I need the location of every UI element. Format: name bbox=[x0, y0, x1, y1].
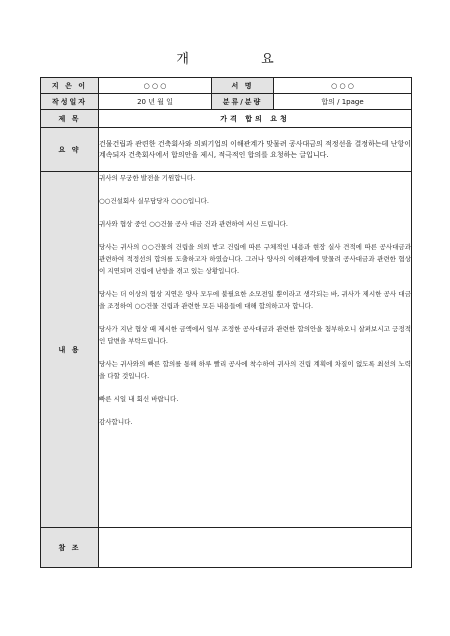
content-paragraph: 귀사의 무궁한 발전을 기원합니다. bbox=[99, 174, 196, 182]
content-paragraph: 당사가 지난 협상 때 제시한 금액에서 일부 조정한 공사대금과 관련한 합의안을 첨부하오니 살펴보시고 긍정적인 답변을 부탁드립니다. bbox=[99, 325, 411, 345]
summary-form-table bbox=[40, 77, 412, 568]
date-value: 20 년 월 일 bbox=[99, 94, 212, 110]
reference-value bbox=[99, 528, 412, 568]
category-value: 합의 / 1page bbox=[274, 94, 412, 110]
reference-row bbox=[41, 528, 412, 568]
author-row bbox=[41, 78, 412, 94]
content-paragraph: 빠른 시일 내 회신 바랍니다. bbox=[99, 395, 179, 403]
content-label: 내 용 bbox=[41, 172, 99, 528]
content-body bbox=[99, 172, 412, 528]
content-paragraph: 귀사와 협상 중인 ○○건물 공사 대금 건과 관련하여 서신 드립니다. bbox=[99, 220, 288, 228]
content-paragraph: 당사는 귀사의 ○○건물의 건립을 의뢰 받고 건립에 따른 구체적인 내용과 현장 실사 견적에 따른 공사대금과 관련하여 적정선의 합의를 도출하고자 하였습니다. 그러나 양사의 이해관계에 맞물려 공사대금과 관련한 협상이 지연되며 건립에 난항을 겪고 있는 상황입니다. bbox=[99, 243, 411, 275]
content-paragraph: 당사는 귀사와의 빠른 합의를 통해 하루 빨리 공사에 착수하여 귀사의 건립 계획에 차질이 없도록 최선의 노력을 다할 것입니다. bbox=[99, 360, 411, 380]
subject-row bbox=[41, 110, 412, 128]
content-paragraph: 감사합니다. bbox=[99, 418, 133, 426]
signature-value: ○ ○ ○ bbox=[274, 78, 412, 94]
subject-label: 제 목 bbox=[41, 110, 99, 128]
date-row bbox=[41, 94, 412, 110]
content-paragraph: ○○건설회사 실무담당자 ○○○입니다. bbox=[99, 197, 209, 205]
content-paragraph: 당사는 더 이상의 협상 지연은 양사 모두에 불필요한 소모전일 뿐이라고 생각되는 바, 귀사가 제시한 공사 대금을 조정하여 ○○건물 건립과 관련한 모든 내용들에 대해 합의하고자 합니다. bbox=[99, 290, 411, 310]
summary-text: 건물건립과 관련한 건축회사와 의뢰기업의 이해관계가 맞물려 공사대금의 적정선을 결정하는데 난항이 계속되자 건축회사에서 합의안을 제시, 적극적인 합의를 요청하는 글입니다. bbox=[99, 128, 412, 172]
content-row bbox=[41, 172, 412, 528]
document-title: 개 요 bbox=[176, 52, 308, 67]
subject-value: 가격 합의 요청 bbox=[99, 110, 412, 128]
signature-label: 서 명 bbox=[212, 78, 274, 94]
author-label: 지 은 이 bbox=[41, 78, 99, 94]
reference-label: 참 조 bbox=[41, 528, 99, 568]
summary-label: 요 약 bbox=[41, 128, 99, 172]
summary-row bbox=[41, 128, 412, 172]
date-label: 작성일자 bbox=[41, 94, 99, 110]
category-label: 분류/분량 bbox=[212, 94, 274, 110]
author-value: ○ ○ ○ bbox=[99, 78, 212, 94]
